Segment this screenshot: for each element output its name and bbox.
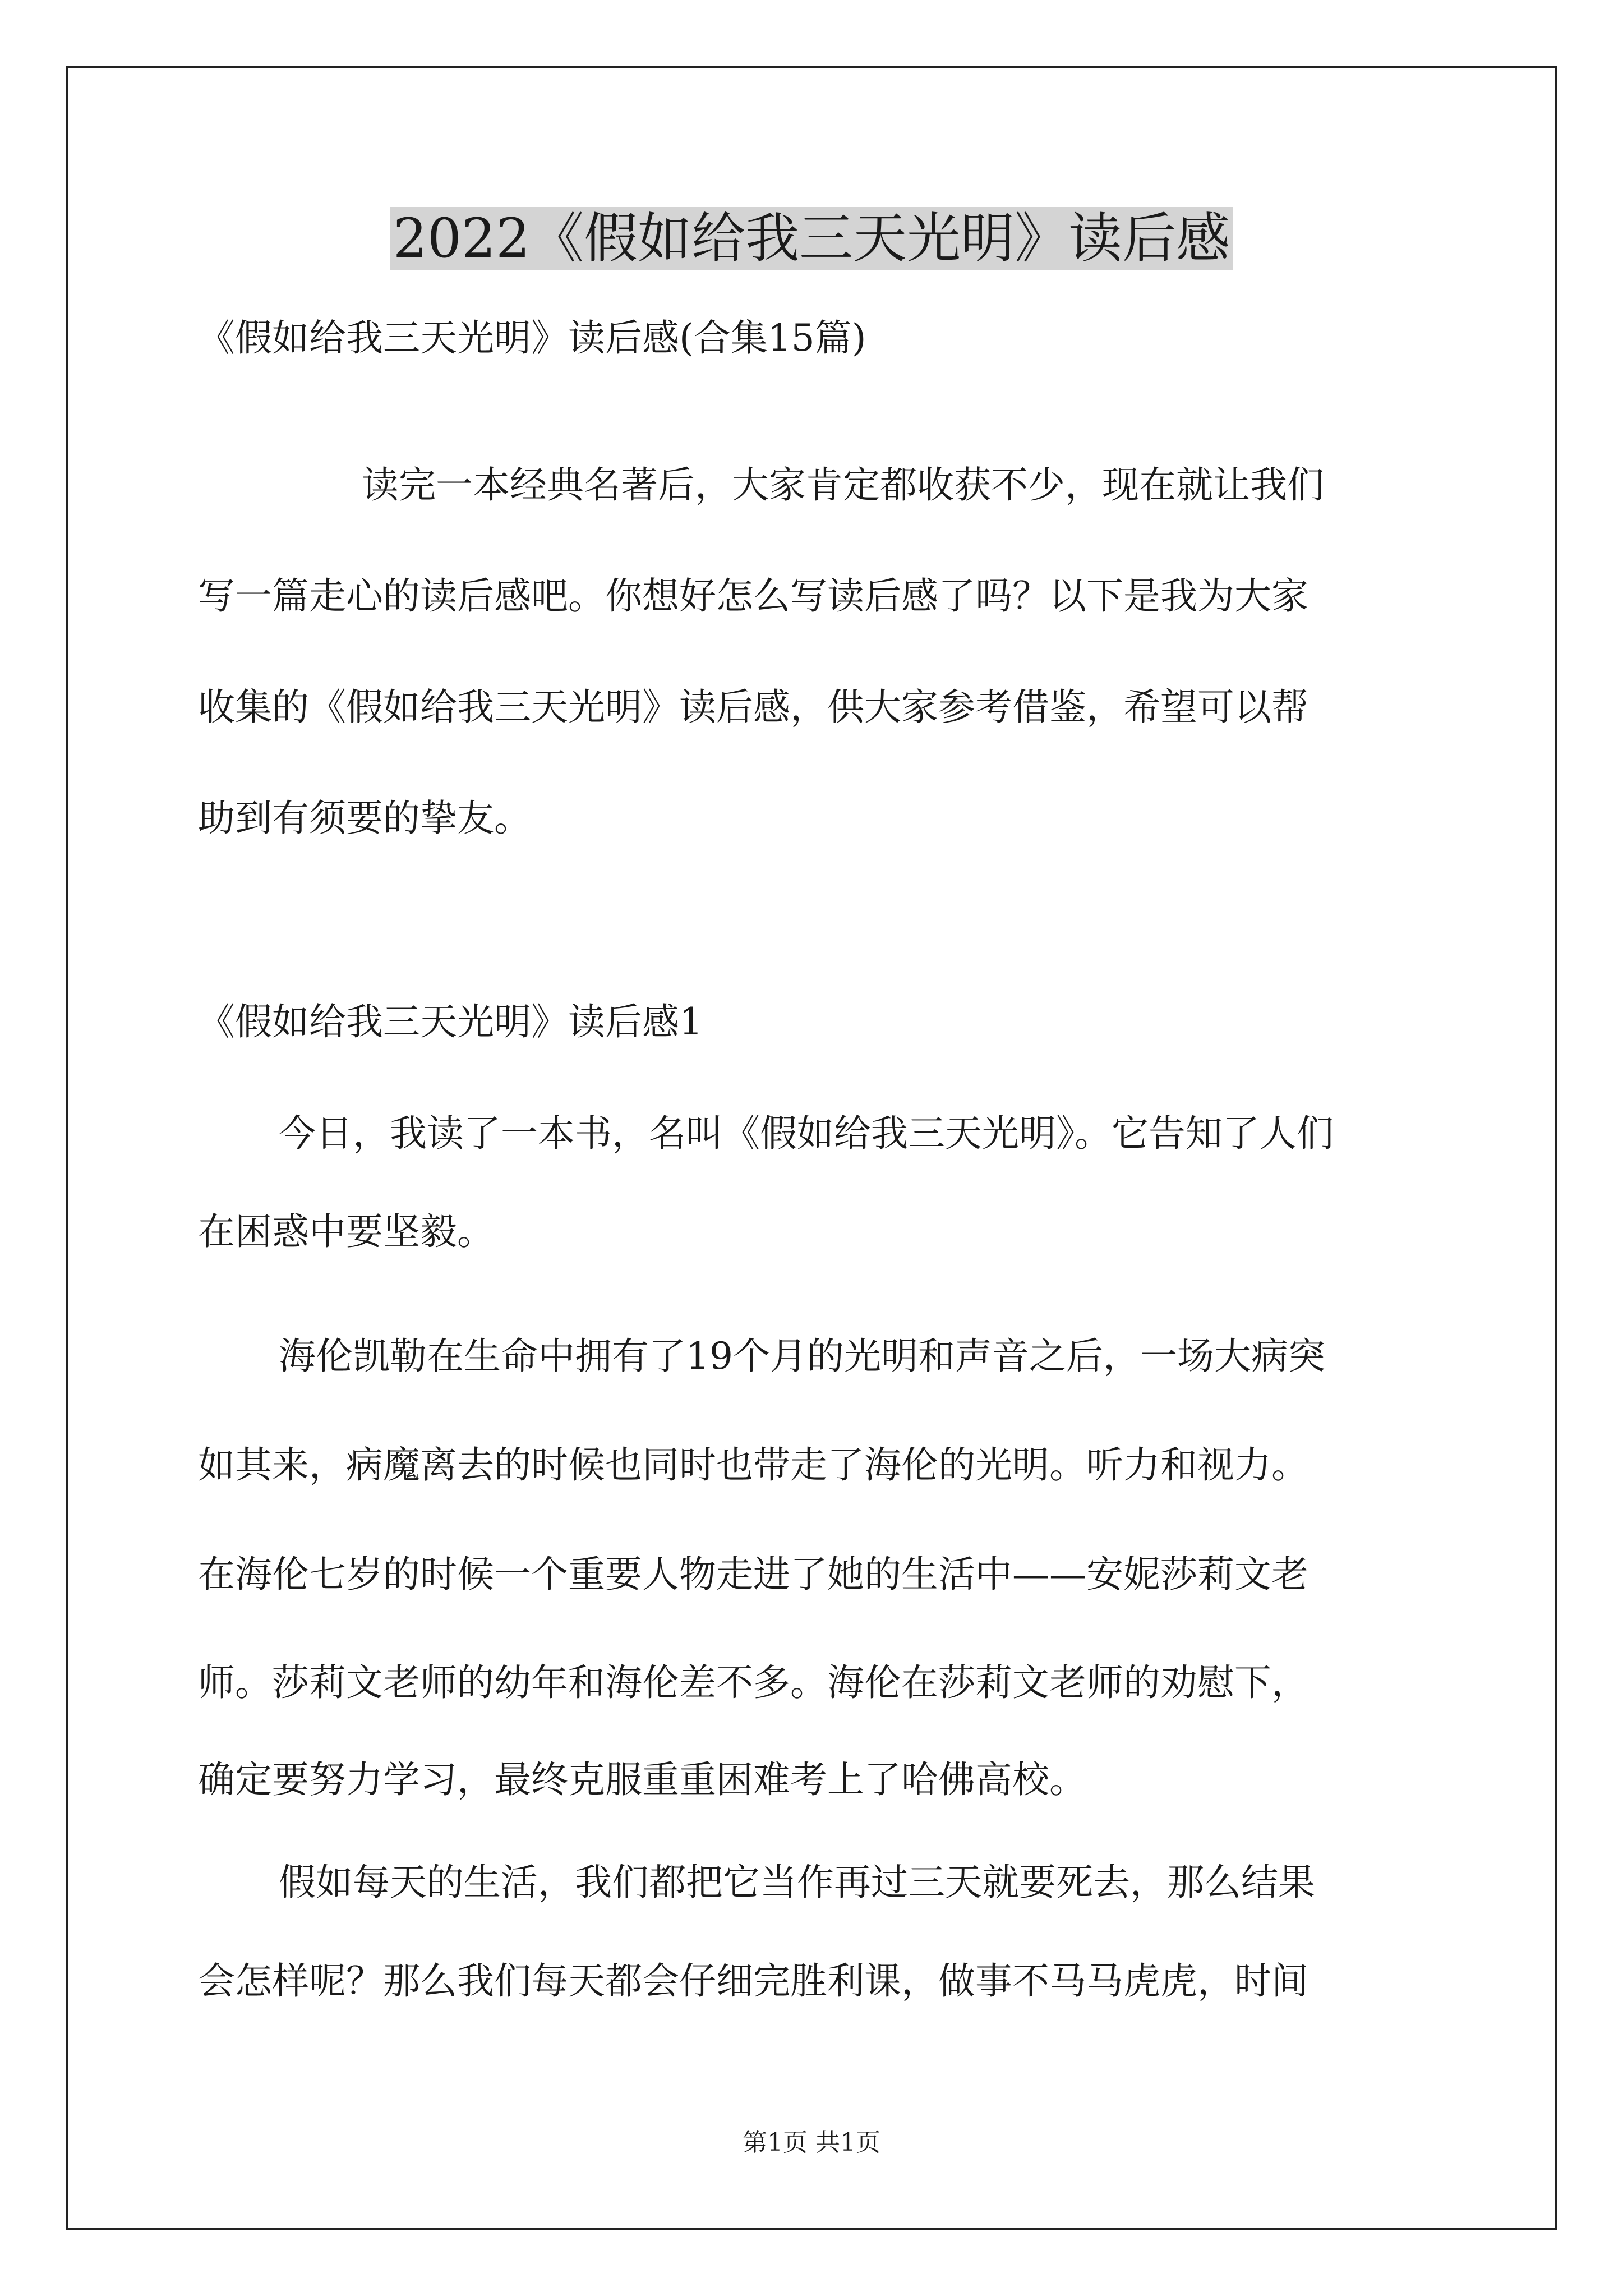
intro-line: 读完一本经典名著后，大家肯定都收获不少，现在就让我们	[362, 463, 1324, 507]
title-text: 2022《假如给我三天光明》读后感	[390, 207, 1233, 270]
intro-line: 收集的《假如给我三天光明》读后感，供大家参考借鉴，希望可以帮	[198, 685, 1308, 729]
body-line: 会怎样呢？那么我们每天都会仔细完胜利课，做事不马马虎虎，时间	[198, 1959, 1308, 2003]
intro-line: 助到有须要的挚友。	[198, 797, 531, 840]
body-line: 师。莎莉文老师的幼年和海伦差不多。海伦在莎莉文老师的劝慰下，	[198, 1661, 1308, 1704]
body-line: 海伦凯勒在生命中拥有了19个月的光明和声音之后，一场大病突	[279, 1335, 1325, 1378]
body-line: 确定要努力学习，最终克服重重困难考上了哈佛高校。	[198, 1758, 1086, 1801]
body-line: 今日，我读了一本书，名叫《假如给我三天光明》。它告知了人们	[279, 1112, 1334, 1155]
body-line: 如其来，病魔离去的时候也同时也带走了海伦的光明。听力和视力。	[198, 1443, 1308, 1487]
page-footer: 第1页 共1页	[743, 2128, 880, 2157]
section-heading: 《假如给我三天光明》读后感1	[198, 1000, 703, 1043]
intro-line: 写一篇走心的读后感吧。你想好怎么写读后感了吗？以下是我为大家	[198, 574, 1308, 618]
subtitle: 《假如给我三天光明》读后感(合集15篇)	[198, 316, 866, 360]
document-title	[0, 202, 1623, 275]
body-line: 假如每天的生活，我们都把它当作再过三天就要死去，那么结果	[279, 1861, 1315, 1904]
body-line: 在海伦七岁的时候一个重要人物走进了她的生活中——安妮莎莉文老	[198, 1553, 1308, 1596]
body-line: 在困惑中要坚毅。	[198, 1210, 494, 1253]
